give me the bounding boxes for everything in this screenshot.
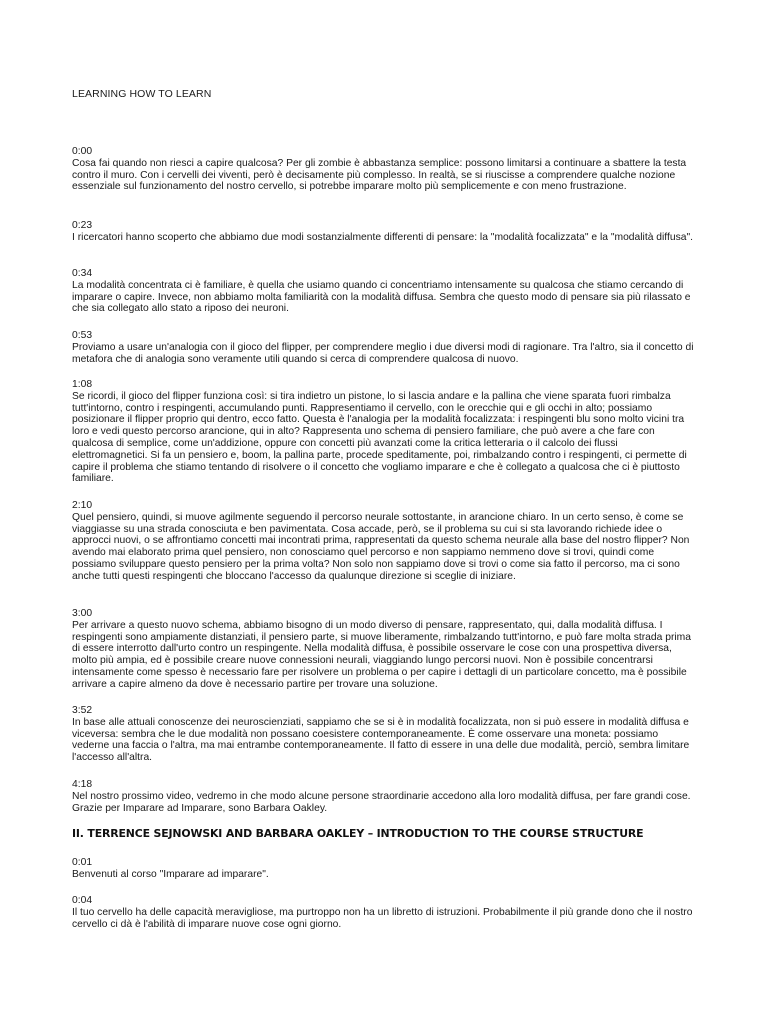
transcript-section (72, 379, 696, 485)
timestamp: 3:52 (72, 705, 93, 716)
paragraph: Nel nostro prossimo video, vedremo in che modo alcune persone straordinarie accedono alla loro modalità diffusa, per fare grandi cose. Grazie per Imparare ad Imparare, sono Barbara Oakley. (72, 790, 691, 814)
section-heading: II. TERRENCE SEJNOWSKI AND BARBARA OAKLEY – INTRODUCTION TO THE COURSE STRUCTURE (72, 827, 644, 840)
transcript-section (72, 895, 696, 930)
timestamp: 0:53 (72, 330, 93, 341)
paragraph: Proviamo a usare un'analogia con il gioco del flipper, per comprendere meglio i due diversi modi di ragionare. Tra l'altro, sia il concetto di metafora che di analogia sono veramente utili quando si cerca di comprendere qualcosa di nuovo. (72, 341, 694, 365)
transcript-section (72, 705, 696, 764)
paragraph: In base alle attuali conoscenze dei neuroscienziati, sappiamo che se si è in modalità focalizzata, non si può essere in modalità diffusa e viceversa: sembra che le due modalità non possano coesistere contemporaneamente. È come osservare una moneta: possiamo vederne una faccia o l'altra, ma mai entrambe contemporaneamente. Il fatto di essere in una delle due modalità, perciò, sembra limitare l'accesso all'altra. (72, 716, 690, 764)
paragraph: La modalità concentrata ci è familiare, è quella che usiamo quando ci concentriamo intensamente su qualcosa che stiamo cercando di imparare o capire. Invece, non abbiamo molta familiarità con la modalità diffusa. Sembra che questo modo di pensare sia più rilassato e che sia collegato allo stato a riposo dei neuroni. (72, 279, 691, 315)
timestamp: 0:04 (72, 895, 93, 906)
transcript-section (72, 146, 696, 193)
paragraph: Per arrivare a questo nuovo schema, abbiamo bisogno di un modo diverso di pensare, rappresentato, qui, dalla modalità diffusa. I respingenti sono ampiamente distanziati, il pensiero parte, si muove liberamente, rimbalzando tutt'intorno, e può fare molta strada prima di essere interrotto dall'urto contro un respingente. Nella modalità diffusa, è possibile osservare le cose con una prospettiva diversa, molto più ampia, ed è possibile creare nuove connessioni neurali, viaggiando lungo percorsi nuovi. Non è possibile concentrarsi intensamente come spesso è necessario fare per risolvere un problema o per capire i dettagli di un particolare concetto, ma è possibile arrivare a capire almeno da dove è necessario partire per trovare una soluzione. (72, 619, 691, 690)
timestamp: 0:00 (72, 146, 93, 157)
transcript-section (72, 779, 696, 814)
timestamp: 2:10 (72, 500, 93, 511)
paragraph: Il tuo cervello ha delle capacità meravigliose, ma purtroppo non ha un libretto di istruzioni. Probabilmente il più grande dono che il nostro cervello ci dà è l'abilità di imparare nuove cose ogni giorno. (72, 906, 693, 930)
timestamp: 3:00 (72, 608, 93, 619)
paragraph: Cosa fai quando non riesci a capire qualcosa? Per gli zombie è abbastanza semplice: possono limitarsi a continuare a sbattere la testa contro il muro. Con i cervelli dei viventi, però è decisamente più complesso. In realtà, se si riuscisse a comprendere qualche nozione essenziale sul funzionamento del nostro cervello, si potrebbe imparare molto più semplicemente e con meno frustrazione. (72, 157, 687, 193)
paragraph: Se ricordi, il gioco del flipper funziona così: si tira indietro un pistone, lo si lascia andare e la pallina che viene sparata fuori rimbalza tutt'intorno, contro i respingenti, accumulando punti. Rappresentiamo il cervello, con le orecchie qui e gli occhi in alto; possiamo posizionare il flipper proprio qui dentro, ecco fatto. Questa è l'analogia per la modalità focalizzata: i respingenti blu sono molto vicini tra loro e vedi questo percorso arancione, qui in alto? Rappresenta uno schema di pensiero familiare, che può avere a che fare con qualcosa di semplice, come un'addizione, oppure con concetti più avanzati come la critica letteraria o il calcolo dei flussi elettromagnetici. Si fa un pensiero e, boom, la pallina parte, procede speditamente, poi, rimbalzando contro i respingenti, ci permette di capire il problema che stiamo tentando di risolvere o il concetto che vogliamo imparare e che è collegato a qualcosa che ci è piuttosto familiare. (72, 390, 687, 485)
paragraph: I ricercatori hanno scoperto che abbiamo due modi sostanzialmente differenti di pensare: la "modalità focalizzata" e la "modalità diffusa". (72, 231, 693, 243)
transcript-section (72, 268, 696, 315)
transcript-section (72, 500, 696, 583)
transcript-section (72, 608, 696, 691)
timestamp: 0:23 (72, 220, 93, 231)
timestamp: 0:34 (72, 268, 93, 279)
paragraph: Quel pensiero, quindi, si muove agilmente seguendo il percorso neurale sottostante, in arancione chiaro. In un certo senso, è come se viaggiasse su una strada conosciuta e ben pavimentata. Cosa accade, però, se il problema su cui si sta lavorando richiede idee o approcci nuovi, o se affrontiamo concetti mai incontrati prima, rappresentati da questo schema neurale alla base del nostro flipper? Non avendo mai elaborato prima quel pensiero, non conosciamo quel percorso e non sappiamo nemmeno dove si trovi, quindi come possiamo sviluppare questo pensiero per la prima volta? Non solo non sappiamo dove si trovi o come sia fatto il percorso, ma ci sono anche tutti questi respingenti che bloccano l'accesso da qualunque direzione si sceglie di iniziare. (72, 511, 690, 582)
timestamp: 1:08 (72, 379, 93, 390)
transcript-section (72, 330, 696, 365)
timestamp: 4:18 (72, 779, 93, 790)
document-title: LEARNING HOW TO LEARN (72, 88, 212, 100)
transcript-section (72, 220, 696, 244)
timestamp: 0:01 (72, 857, 93, 868)
paragraph: Benvenuti al corso "Imparare ad imparare". (72, 868, 269, 880)
transcript-section (72, 857, 696, 881)
